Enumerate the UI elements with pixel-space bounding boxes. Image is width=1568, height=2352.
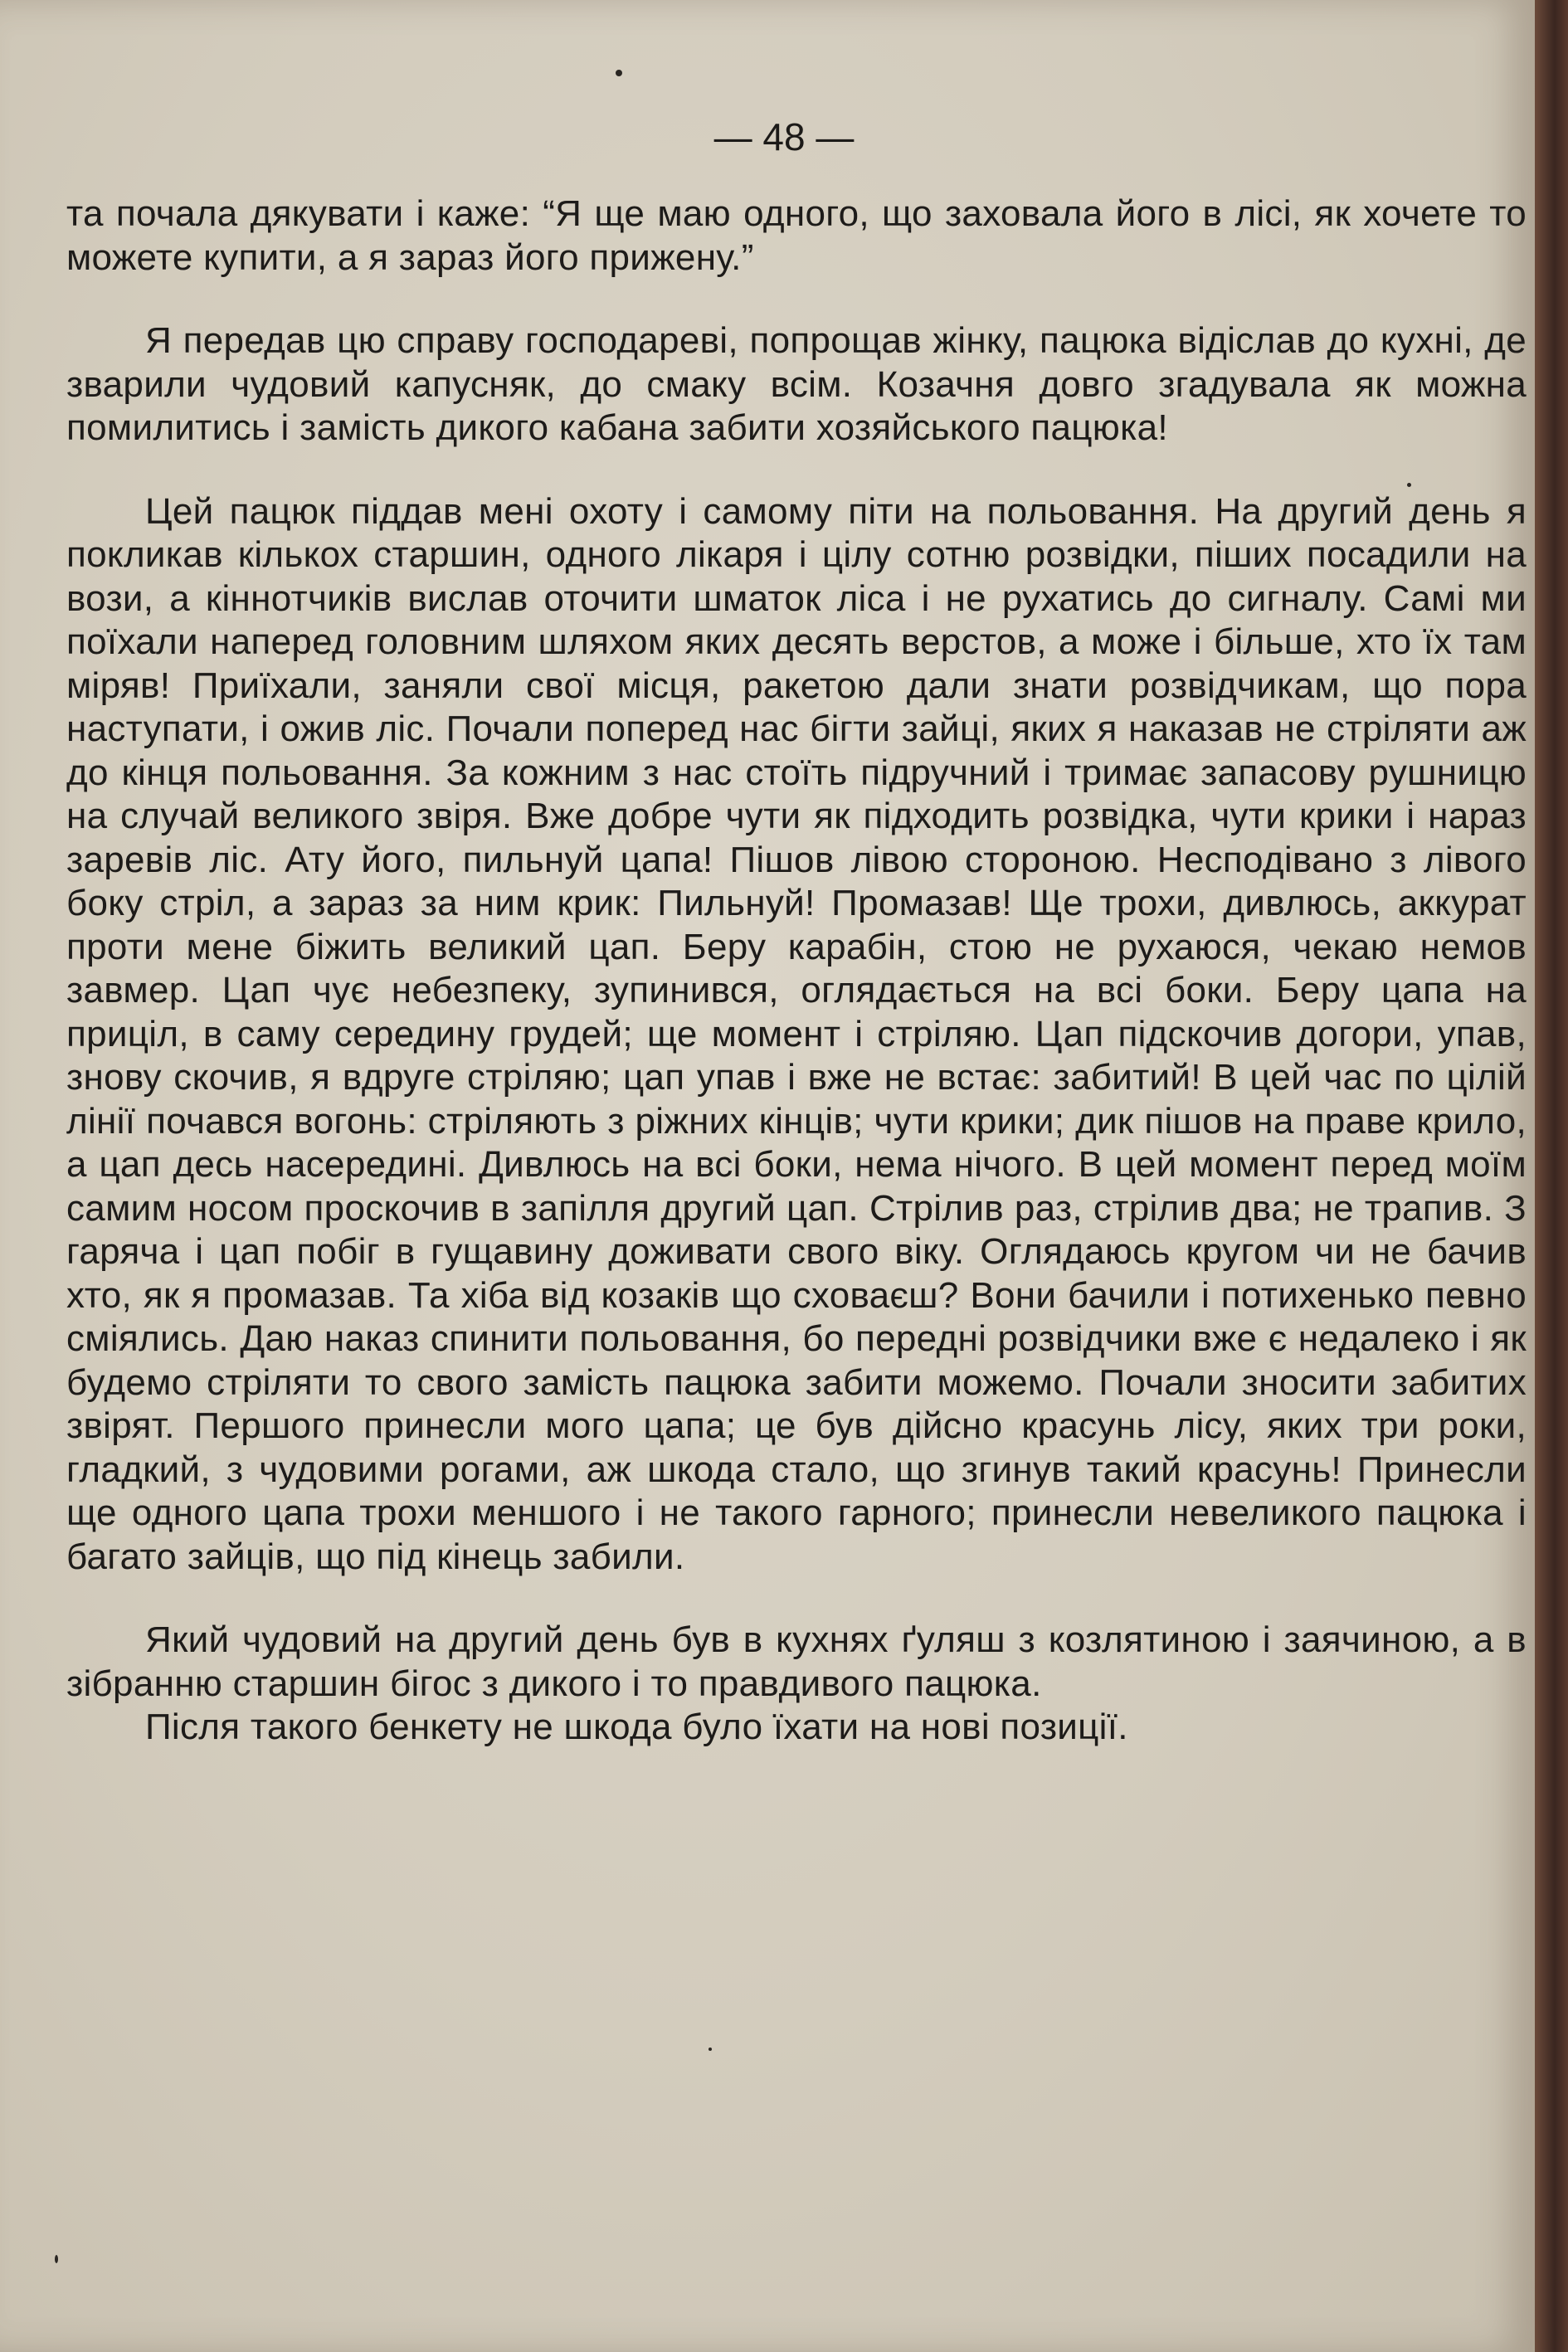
page-number: — 48 —: [713, 115, 855, 158]
paragraph: Я передав цю справу господареві, попрощав жінку, пацюка відіслав до кухні, де зварили чудовий капусняк, до смаку всім. Козачня довго згадувала як можна помилитись і замість дикого кабана забити хозяйського пацюка!: [66, 320, 1527, 448]
ink-speck: [709, 2048, 712, 2051]
paragraph: та почала дякувати і каже: “Я ще маю одного, що заховала його в лісі, як хочете то можете купити, а я зараз його прижену.”: [66, 193, 1527, 278]
paragraph: Цей пацюк піддав мені охоту і самому піти на польовання. На другий день я покликав кількох старшин, одного лікаря і цілу сотню розвідки, піших посадили на вози, а кіннотчиків вислав оточити шматок ліса і не рухатись до сигналу. Самі ми поїхали наперед головним шляхом яких десять верстов, а може і більше, хто їх там міряв! Приїхали, заняли свої місця, ракетою дали знати розвідчикам, що пора наступати, і ожив ліс. Почали поперед нас бігти зайці, яких я наказав не стріляти аж до кінця польовання. За кожним з нас стоїть підручний і тримає запасову рушницю на случай великого звіря. Вже добре чути як підходить розвідка, чути крики і нараз заревів ліс. Ату його, пильнуй цапа! Пішов лівою стороною. Несподівано з лівого боку стріл, а зараз за ним крик: Пильнуй! Промазав! Ще трохи, дивлюсь, аккурат проти мене біжить великий цап. Беру карабін, стою не рухаюся, чекаю немов завмер. Цап чує небезпеку, зупинився, оглядається на всі боки. Беру цапа на приціл, в саму середину грудей; ще момент і стріляю. Цап підскочив догори, упав, знову скочив, я вдруге стріляю; цап упав і вже не встає: забитий! В цей час по цілій лінії почався вогонь: стріляють з ріжних кінців; чути крики; дик пішов на праве крило, а цап десь насередині. Дивлюсь на всі боки, нема нічого. В цей момент перед моїм самим носом проскочив в запілля другий цап. Стрілив раз, стрілив два; не трапив. З гаряча і цап побіг в гущавину доживати свого віку. Оглядаюсь кругом чи не бачив хто, як я промазав. Та хіба від козаків що сховаєш? Вони бачили і потихенько певно сміялись. Даю наказ спинити польовання, бо передні розвідчики вже є недалеко і як будемо стріляти то свого замість пацюка забити можемо. Почали зносити забитих звірят. Першого принесли мого цапа; це був дійсно красунь лісу, яких три роки, гладкий, з чудовими рогами, аж шкода стало, що згинув такий красунь! Принесли ще одного цапа трохи меншого і не такого гарного; принесли невеликого пацюка і багато зайців, що під кінець забили.: [66, 490, 1527, 1577]
paragraph: Який чудовий на другий день був в кухнях ґуляш з козлятиною і заячиною, а в зібранню старшин бігос з дикого і то правдивого пацюка.: [66, 1619, 1527, 1704]
book-spine-edge: [1535, 0, 1568, 2352]
body-text: [66, 192, 1527, 1750]
ink-speck: [616, 70, 622, 76]
ink-speck: [55, 2255, 58, 2263]
paragraph: Після такого бенкету не шкода було їхати на нові позиції.: [145, 1707, 1128, 1747]
